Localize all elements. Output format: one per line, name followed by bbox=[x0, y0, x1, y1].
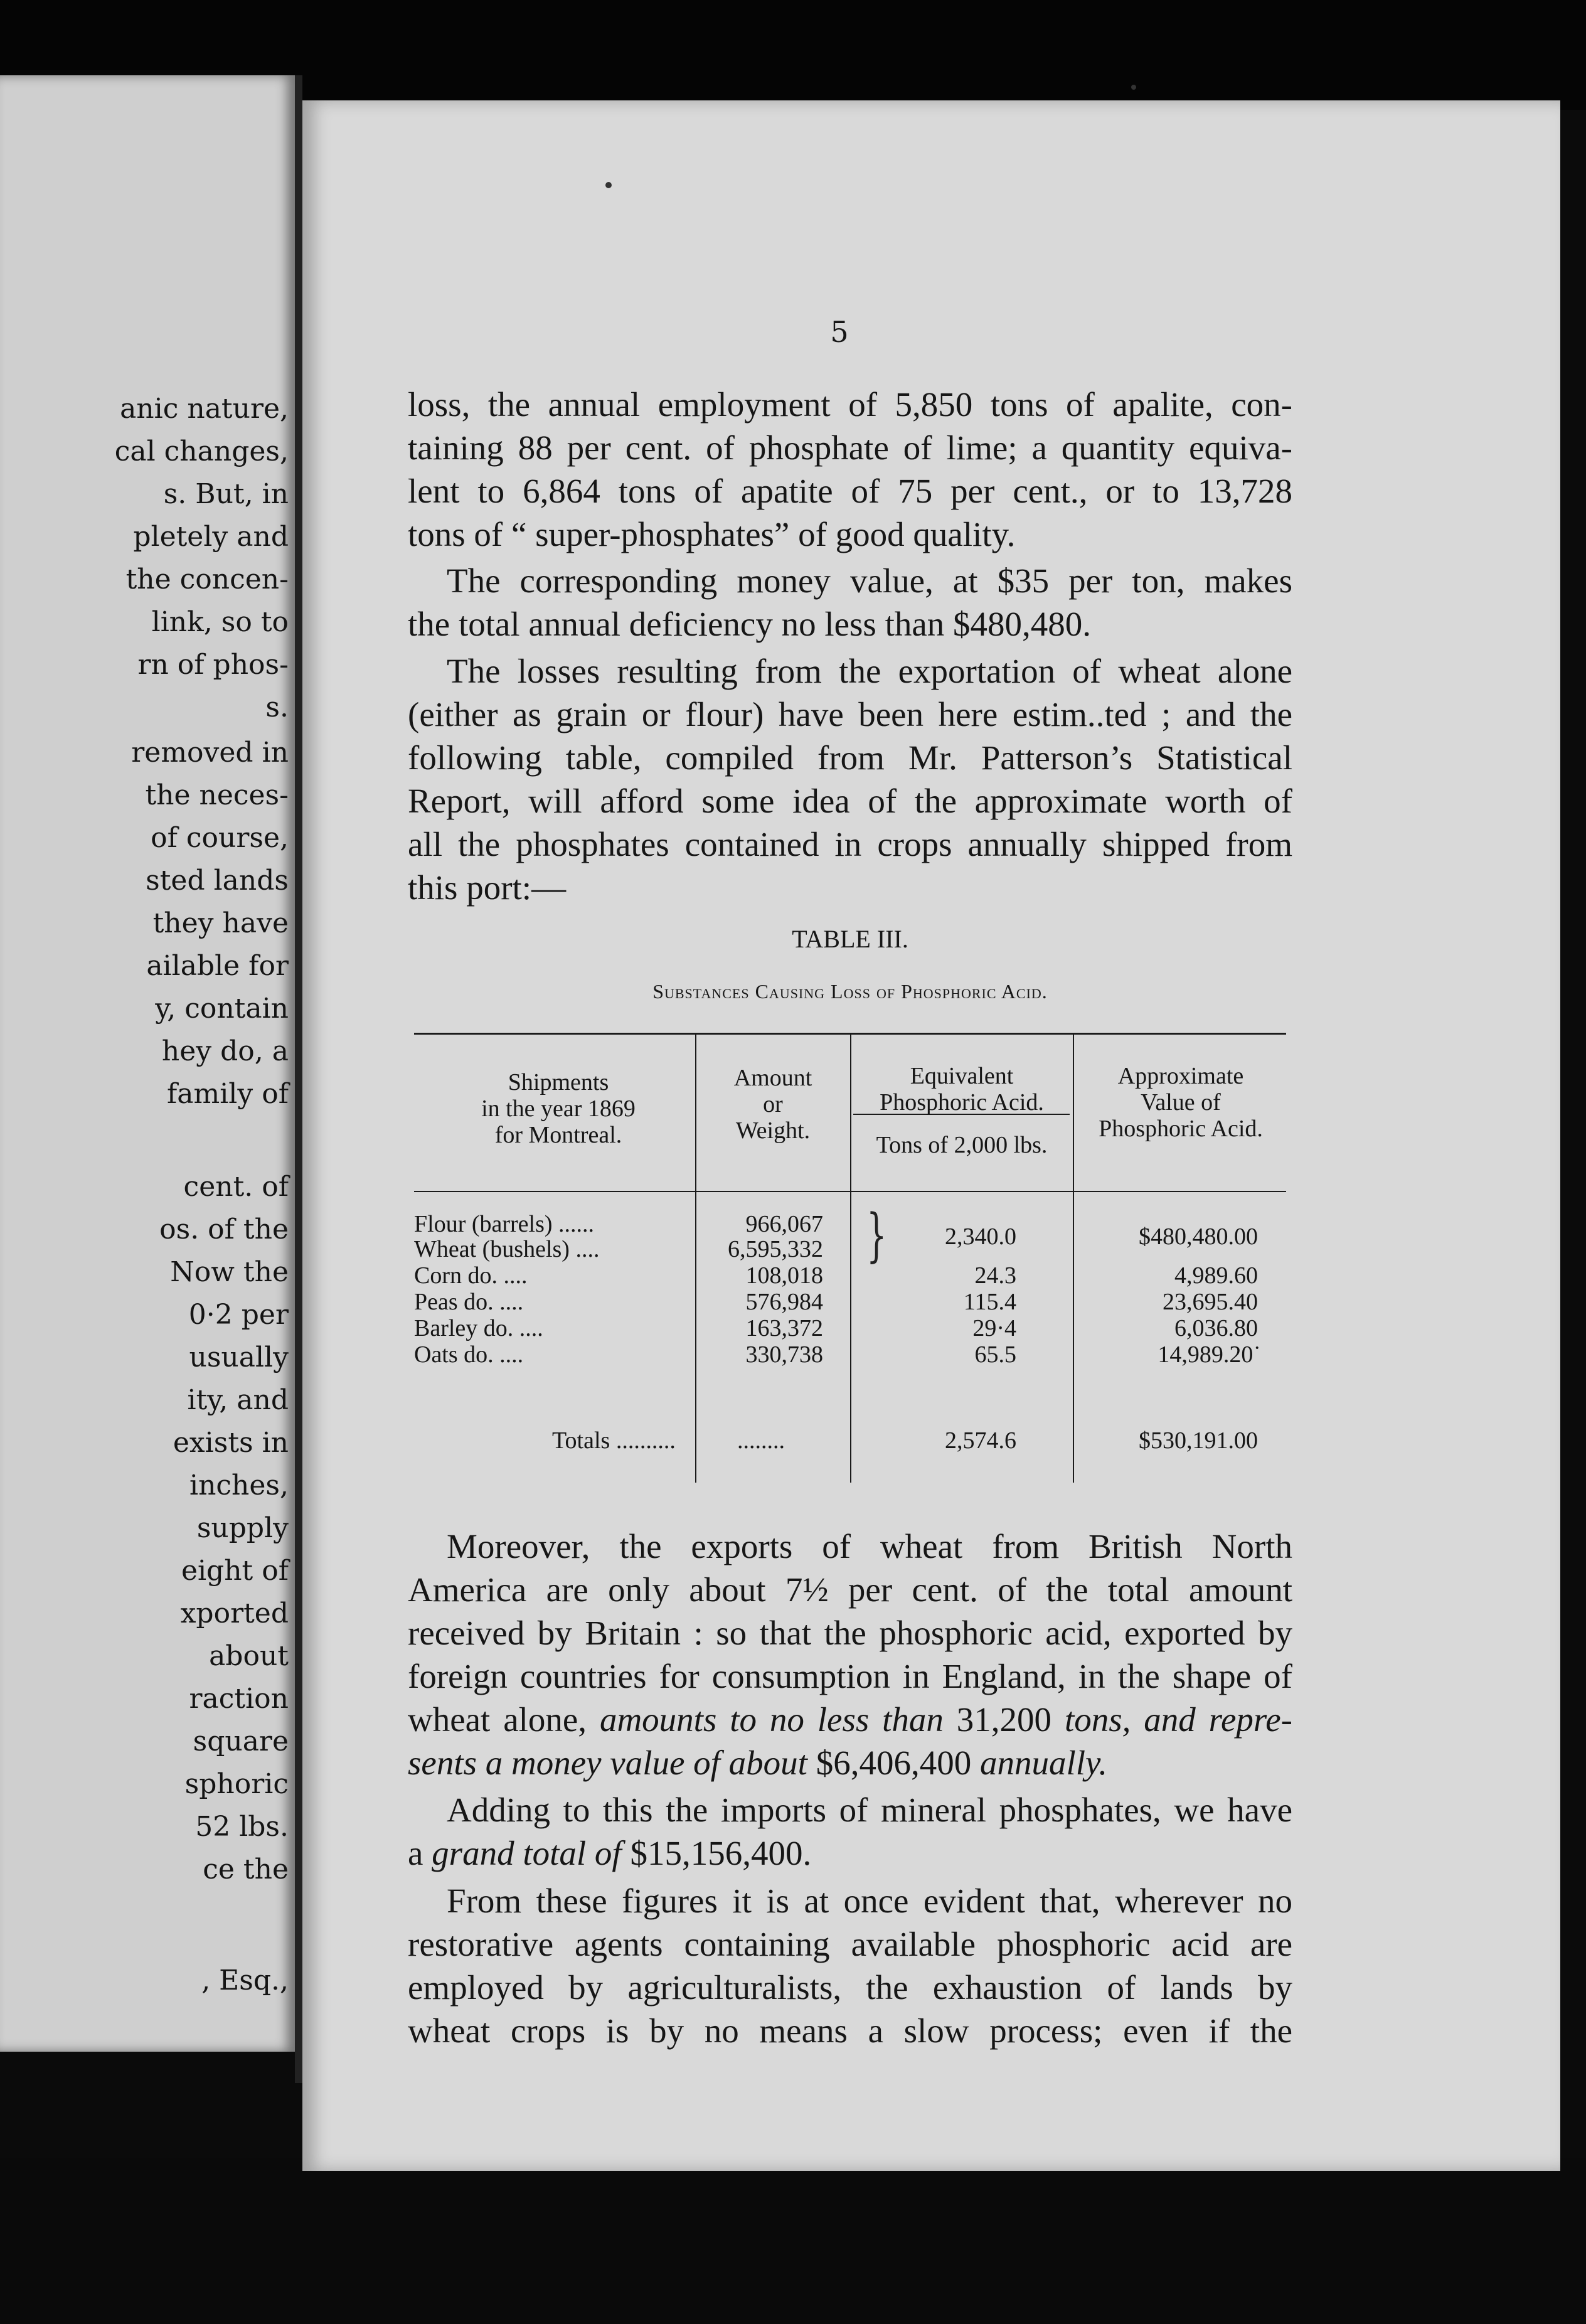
table-header-cell: Tons of 2,000 lbs. bbox=[876, 1132, 1048, 1158]
body-line: From these figures it is at once evident that, wherever no bbox=[447, 1882, 1292, 1920]
body-line: tons of “ super-phosphates” of good quality. bbox=[408, 515, 1016, 553]
table-cell-amount: 163,372 bbox=[745, 1315, 823, 1341]
left-page-line: link, so to bbox=[151, 606, 289, 638]
table-header-cell: Amount bbox=[733, 1065, 812, 1091]
table-header-cell: for Montreal. bbox=[494, 1122, 622, 1148]
body-line: Adding to this the imports of mineral phosphates, we have bbox=[447, 1791, 1292, 1829]
left-page-line: the neces- bbox=[145, 779, 289, 811]
table-row-label: Barley do. .... bbox=[414, 1315, 543, 1341]
left-page-line: 0·2 per bbox=[188, 1299, 289, 1331]
left-page-line: cent. of bbox=[183, 1171, 289, 1203]
body-line: lent to 6,864 tons of apatite of 75 per cent., or to 13,728 bbox=[408, 472, 1292, 510]
left-page-line: removed in bbox=[131, 737, 289, 769]
left-page-line: family of bbox=[166, 1078, 289, 1110]
left-page-line: rn of phos- bbox=[137, 649, 289, 681]
scan-border-bottom bbox=[0, 2158, 1586, 2324]
body-line: The corresponding money value, at $35 per ton, makes bbox=[447, 562, 1292, 600]
body-line: restorative agents containing available phosphoric acid are bbox=[408, 1925, 1292, 1963]
table-totals-acid: 2,574.6 bbox=[945, 1427, 1016, 1454]
table-cell-acid: 24.3 bbox=[974, 1262, 1016, 1289]
left-page-line: y, contain bbox=[155, 993, 289, 1025]
table-cell-acid: 2,340.0 bbox=[945, 1223, 1016, 1250]
left-page-line: , Esq., bbox=[201, 1964, 289, 1996]
table-header-cell: in the year 1869 bbox=[481, 1095, 636, 1122]
table-cell-value: $480,480.00 bbox=[1139, 1223, 1258, 1250]
left-page-line: they have bbox=[152, 907, 289, 939]
table-header-cell: Phosphoric Acid. bbox=[880, 1089, 1044, 1116]
body-line: all the phosphates contained in crops annually shipped from bbox=[408, 825, 1292, 863]
table-cell-value: 4,989.60 bbox=[1174, 1262, 1258, 1289]
left-page-line: xported bbox=[180, 1597, 289, 1629]
left-page-line: supply bbox=[196, 1512, 289, 1544]
dust-speck bbox=[605, 182, 612, 188]
table-row-label: Wheat (bushels) .... bbox=[414, 1236, 600, 1262]
table-row-label: Peas do. .... bbox=[414, 1289, 524, 1315]
left-page-line: sted lands bbox=[146, 865, 289, 897]
body-line: (either as grain or flour) have been here estim..ted ; and the bbox=[408, 695, 1292, 733]
left-page-line: s. But, in bbox=[163, 478, 289, 510]
left-page-line: eight of bbox=[181, 1555, 289, 1587]
body-line: wheat alone, amounts to no less than 31,200 tons, and repre- bbox=[408, 1700, 1292, 1739]
left-page-line: the concen- bbox=[125, 563, 289, 595]
body-line: the total annual deficiency no less than $480,480. bbox=[408, 605, 1092, 643]
table-column-rule bbox=[850, 1034, 851, 1483]
body-line: employed by agriculturalists, the exhaustion of lands by bbox=[408, 1968, 1292, 2007]
left-page-line: os. of the bbox=[159, 1213, 289, 1245]
table-header-cell: or bbox=[763, 1091, 783, 1117]
left-page-line: s. bbox=[265, 691, 289, 723]
body-line: taining 88 per cent. of phosphate of lime; a quantity equiva- bbox=[408, 429, 1292, 467]
left-page-line: about bbox=[209, 1640, 289, 1672]
table-cell-acid: 65.5 bbox=[974, 1341, 1016, 1368]
table-row-label: Corn do. .... bbox=[414, 1262, 528, 1289]
body-line: loss, the annual employment of 5,850 tons of apalite, con- bbox=[408, 385, 1292, 424]
table-row-label: Oats do. .... bbox=[414, 1341, 524, 1368]
left-page-line: anic nature, bbox=[120, 393, 289, 425]
left-page-line: square bbox=[193, 1725, 289, 1757]
body-line: a grand total of $15,156,400. bbox=[408, 1834, 812, 1872]
left-page-line: cal changes, bbox=[114, 435, 289, 467]
page-number: 5 bbox=[830, 315, 849, 349]
left-page-fragment bbox=[0, 75, 295, 2052]
body-line: Report, will afford some idea of the approximate worth of bbox=[408, 782, 1292, 820]
brace-mark: } bbox=[866, 1202, 887, 1269]
table-totals-amount: ........ bbox=[737, 1427, 785, 1454]
table-header-cell: Phosphoric Acid. bbox=[1099, 1116, 1263, 1142]
body-line: received by Britain : so that the phosphoric acid, exported by bbox=[408, 1614, 1292, 1652]
left-page-line: ailable for bbox=[146, 950, 289, 982]
left-page-line: hey do, a bbox=[161, 1035, 289, 1067]
body-line: America are only about 7½ per cent. of the total amount bbox=[408, 1570, 1292, 1609]
table-title: TABLE III. bbox=[792, 925, 908, 953]
table-cell-value: 23,695.40 bbox=[1163, 1289, 1258, 1315]
table-header-cell: Value of bbox=[1141, 1089, 1221, 1116]
table-cell-amount: 108,018 bbox=[745, 1262, 823, 1289]
left-page-line: raction bbox=[189, 1683, 289, 1715]
body-line: this port:— bbox=[408, 868, 567, 907]
book-gutter bbox=[295, 75, 302, 2083]
body-line: The losses resulting from the exportation of wheat alone bbox=[447, 652, 1292, 690]
left-page-line: Now the bbox=[170, 1256, 289, 1288]
table-column-rule bbox=[695, 1034, 696, 1483]
table-header-cell: Approximate bbox=[1117, 1063, 1244, 1089]
table-cell-amount: 966,067 bbox=[745, 1211, 823, 1237]
table-header-cell: Shipments bbox=[508, 1069, 609, 1095]
table-cell-acid: 115.4 bbox=[963, 1289, 1016, 1315]
left-page-line: pletely and bbox=[133, 521, 289, 553]
table-cell-value: 6,036.80 bbox=[1174, 1315, 1258, 1341]
left-page-line: exists in bbox=[173, 1427, 289, 1459]
left-page-line: of course, bbox=[151, 822, 289, 854]
table-header-cell: Weight. bbox=[735, 1117, 811, 1144]
body-line: foreign countries for consumption in England, in the shape of bbox=[408, 1657, 1292, 1695]
table-subtitle: Substances Causing Loss of Phosphoric Acid. bbox=[652, 980, 1048, 1003]
table-cell-acid: 29·4 bbox=[972, 1315, 1016, 1341]
table-column-rule bbox=[1073, 1034, 1074, 1483]
left-page-line: usually bbox=[189, 1341, 289, 1373]
table-cell-amount: 576,984 bbox=[745, 1289, 823, 1315]
body-line: wheat crops is by no means a slow process; even if the bbox=[408, 2012, 1292, 2050]
table-totals-value: $530,191.00 bbox=[1139, 1427, 1258, 1454]
body-line: sents a money value of about $6,406,400 annually. bbox=[408, 1744, 1108, 1782]
left-page-line: sphoric bbox=[184, 1768, 289, 1800]
left-page-line: ce the bbox=[203, 1853, 289, 1885]
body-line: following table, compiled from Mr. Patterson’s Statistical bbox=[408, 738, 1292, 777]
table-cell-amount: 6,595,332 bbox=[728, 1236, 823, 1262]
table-totals-label: Totals .......... bbox=[552, 1427, 676, 1454]
table-cell-amount: 330,738 bbox=[745, 1341, 823, 1368]
left-page-line: inches, bbox=[189, 1469, 289, 1501]
table-row-label: Flour (barrels) ...... bbox=[414, 1211, 595, 1237]
body-line: Moreover, the exports of wheat from British North bbox=[447, 1527, 1292, 1565]
left-page-line: ity, and bbox=[187, 1384, 289, 1416]
table-cell-value: 14,989.20˙ bbox=[1158, 1341, 1261, 1368]
table-header-rule bbox=[414, 1191, 1286, 1192]
dust-speck bbox=[1131, 85, 1136, 90]
left-page-line: 52 lbs. bbox=[195, 1811, 289, 1843]
table-header-cell: Equivalent bbox=[910, 1063, 1014, 1089]
